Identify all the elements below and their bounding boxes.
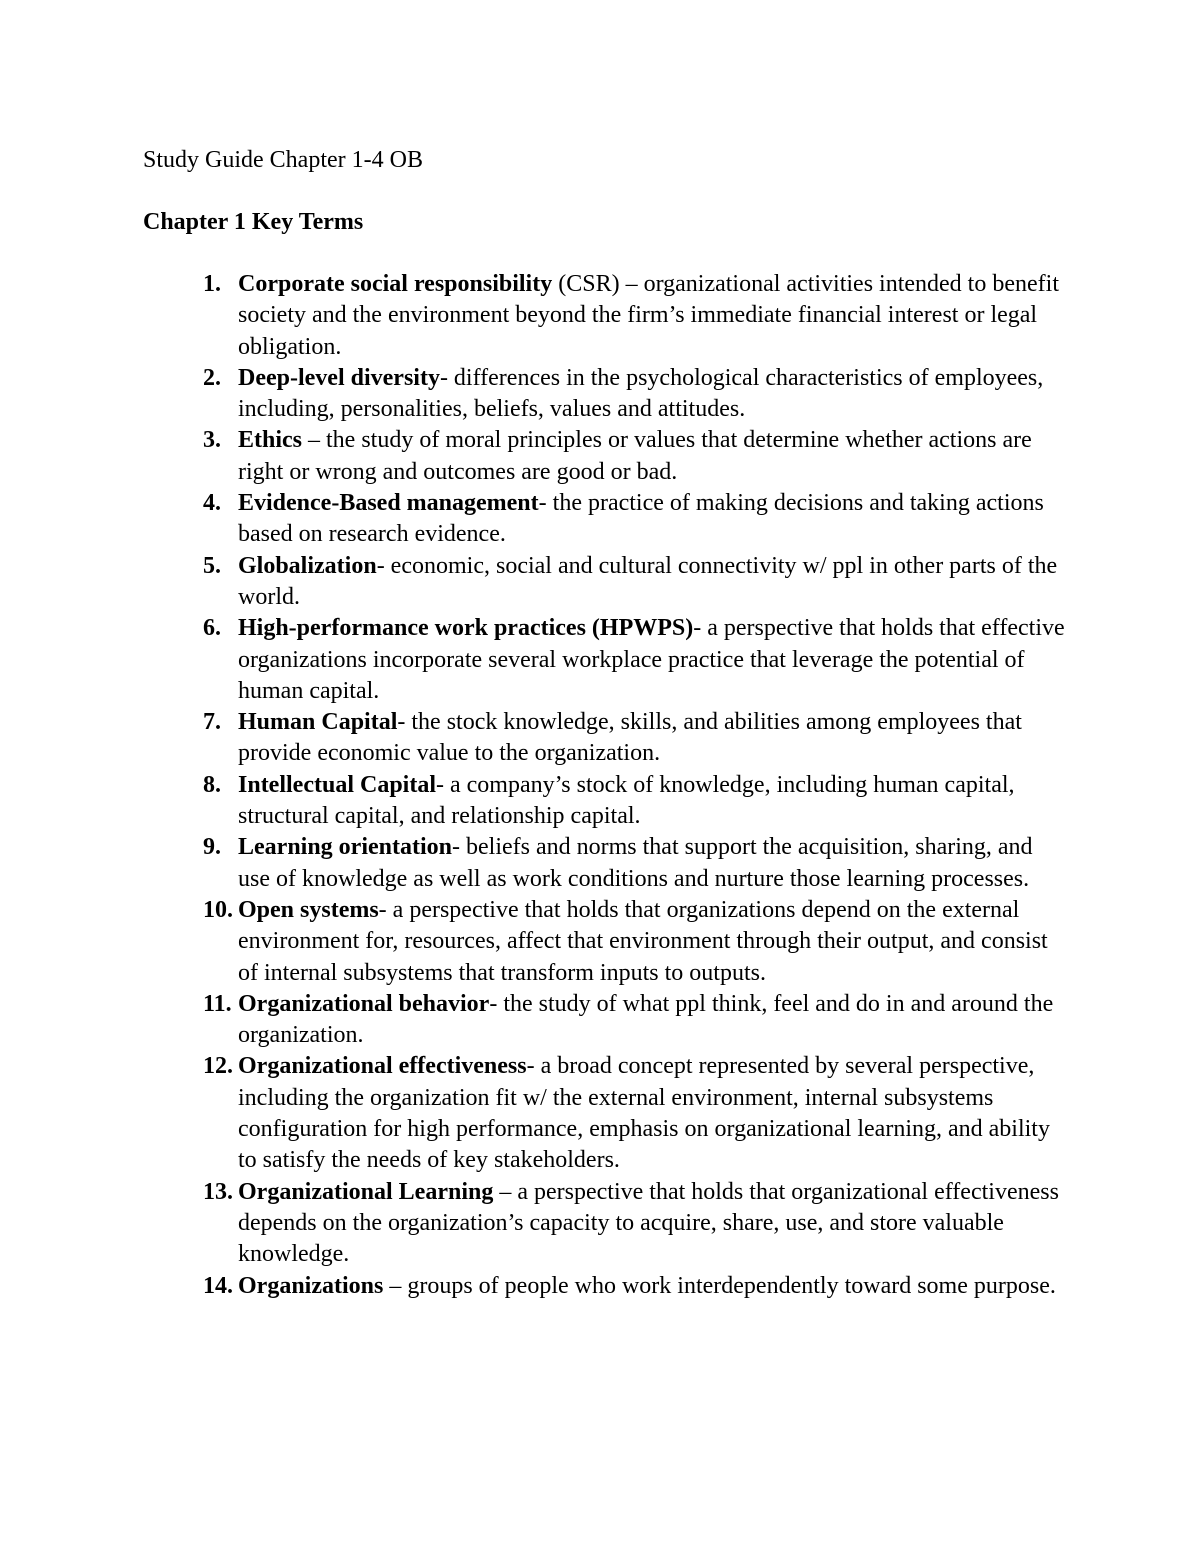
- list-item: [0, 363, 1068, 426]
- term-definition: - a broad concept represented by several perspective, including the organization fit w/ the external environment, internal subsystems configuration for high performance, emphasis on organizational learning, and ability to satisfy the needs of key stakeholders.: [238, 1053, 1050, 1174]
- term-definition: – a perspective that holds that organizational effectiveness depends on the organization’s capacity to acquire, share, use, and store valuable knowledge.: [238, 1178, 1059, 1268]
- list-item: [0, 551, 1068, 614]
- item-number: 12.: [203, 1053, 233, 1080]
- item-number: 6.: [203, 615, 221, 642]
- item-number: 13.: [203, 1178, 233, 1205]
- list-item: [0, 895, 1068, 989]
- term-name: Globalization: [238, 552, 377, 579]
- item-number: 8.: [203, 771, 221, 798]
- term-name: High-performance work practices (HPWPS): [238, 615, 694, 642]
- item-number: 3.: [203, 427, 221, 454]
- term-name: Organizational Learning: [238, 1178, 494, 1205]
- term-definition: - the practice of making decisions and taking actions based on research evidence.: [238, 490, 1044, 548]
- term-name: Learning orientation: [238, 834, 452, 861]
- term-name: Deep-level diversity: [238, 364, 440, 391]
- section-heading: Chapter 1 Key Terms: [143, 209, 364, 235]
- term-name: Evidence-Based management: [238, 490, 539, 517]
- term-name: Organizational behavior: [238, 990, 490, 1017]
- term-name: Corporate social responsibility: [238, 271, 553, 297]
- list-item: [0, 989, 1068, 1052]
- term-definition: - a perspective that holds that organizations depend on the external environment for, resources, affect that environment through their output, and consist of internal subsystems that transform inputs to outputs.: [238, 896, 1048, 986]
- item-number: 11.: [203, 990, 232, 1017]
- list-item: [0, 269, 1068, 363]
- term-definition: - beliefs and norms that support the acquisition, sharing, and use of knowledge as well as work conditions and nurture those learning processes.: [238, 834, 1033, 892]
- term-name: Human Capital: [238, 709, 398, 736]
- list-item: [0, 488, 1068, 551]
- item-number: 14.: [203, 1272, 233, 1299]
- term-definition: - the stock knowledge, skills, and abilities among employees that provide economic value to the organization.: [238, 709, 1022, 767]
- list-item: [0, 1177, 1068, 1271]
- list-item: [0, 707, 1068, 770]
- term-name: Organizations: [238, 1272, 384, 1299]
- item-number: 9.: [203, 834, 221, 861]
- term-definition: - differences in the psychological characteristics of employees, including, personalities, beliefs, values and attitudes.: [238, 364, 1044, 423]
- term-definition: - economic, social and cultural connectivity w/ ppl in other parts of the world.: [238, 552, 1058, 610]
- item-number: 4.: [203, 490, 221, 517]
- term-definition: (CSR) – organizational activities intended to benefit society and the environment beyond the firm’s immediate financial interest or legal obligation.: [238, 271, 1059, 360]
- item-number: 5.: [203, 552, 221, 579]
- term-definition: - a perspective that holds that effective organizations incorporate several workplace practice that leverage the potential of human capital.: [238, 615, 1065, 704]
- list-item: [0, 832, 1068, 895]
- term-definition: – the study of moral principles or values that determine whether actions are right or wrong and outcomes are good or bad.: [238, 427, 1032, 485]
- term-definition: - the study of what ppl think, feel and do in and around the organization.: [238, 990, 1054, 1049]
- list-item: [0, 425, 1068, 488]
- term-name: Ethics: [238, 427, 303, 454]
- item-number: 10.: [203, 896, 233, 923]
- item-number: 2.: [203, 364, 221, 391]
- list-item: [0, 613, 1068, 707]
- document-title: Study Guide Chapter 1-4 OB: [143, 147, 423, 173]
- term-name: Organizational effectiveness: [238, 1053, 527, 1080]
- list-item: [0, 770, 1068, 833]
- term-definition: – groups of people who work interdependently toward some purpose.: [383, 1272, 1056, 1299]
- list-item: [0, 1271, 1068, 1302]
- term-definition: - a company’s stock of knowledge, including human capital, structural capital, and relationship capital.: [238, 771, 1015, 830]
- item-number: 1.: [203, 271, 221, 297]
- term-name: Open systems: [238, 896, 379, 923]
- term-name: Intellectual Capital: [238, 771, 436, 798]
- list-item: [0, 1051, 1068, 1176]
- key-terms-list: [0, 269, 1200, 1302]
- item-number: 7.: [203, 709, 221, 736]
